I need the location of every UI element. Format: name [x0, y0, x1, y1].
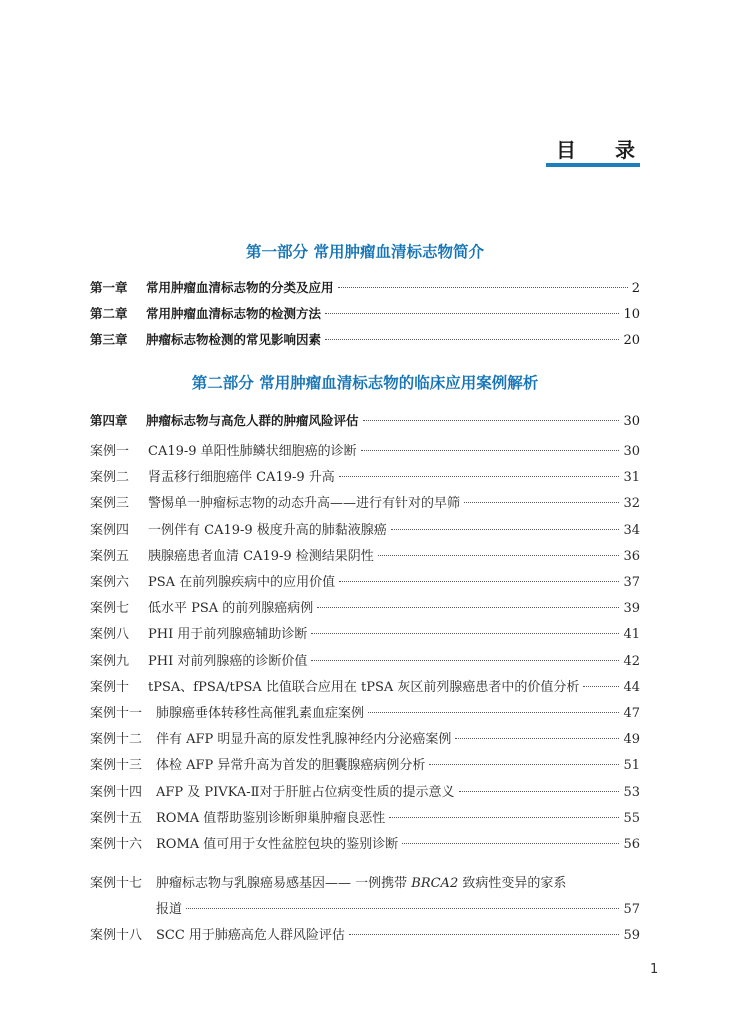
toc-row-chapter-3[interactable] [90, 329, 640, 351]
toc-row-case-17-cont[interactable] [90, 899, 640, 921]
dot-leader [464, 502, 619, 503]
dot-leader [378, 555, 620, 556]
case-label: 案例四 [90, 523, 130, 538]
case-page: 51 [623, 758, 640, 773]
dot-leader [368, 712, 619, 713]
dot-leader [402, 843, 619, 844]
chapter-label: 第三章 [90, 332, 128, 347]
case-label: 案例一 [90, 444, 130, 459]
case-label: 案例十五 [90, 811, 143, 826]
case-page: 44 [623, 680, 640, 695]
case-label: 案例十八 [90, 928, 143, 943]
case-page: 55 [623, 811, 640, 826]
toc-row-case-18[interactable] [90, 925, 640, 947]
case-label: 案例二 [90, 470, 130, 485]
case-title: PHI 对前列腺癌的诊断价值 [148, 654, 308, 669]
part2-heading: 第二部分 常用肿瘤血清标志物的临床应用案例解析 [191, 374, 539, 392]
toc-row-case-2[interactable] [90, 467, 640, 489]
case-title: 肺腺癌垂体转移性高催乳素血症案例 [156, 706, 365, 721]
case-title-part: 肿瘤标志物与乳腺癌易感基因—— 一例携带 [156, 876, 412, 891]
toc-row-chapter-1[interactable] [90, 277, 640, 299]
chapter-page: 10 [623, 307, 640, 322]
dot-leader [363, 420, 620, 421]
page-number: 1 [650, 962, 659, 977]
case-page: 34 [623, 523, 640, 538]
case-title: 低水平 PSA 的前列腺癌病例 [148, 601, 314, 616]
case-title: 一例伴有 CA19-9 极度升高的肺黏液腺癌 [148, 523, 387, 538]
chapter-page: 30 [623, 414, 640, 429]
case-label: 案例五 [90, 549, 130, 564]
case-title: CA19-9 单阳性肺鳞状细胞癌的诊断 [148, 444, 357, 459]
case-label: 案例十六 [90, 837, 143, 852]
toc-row-case-15[interactable] [90, 808, 640, 830]
toc-row-case-1[interactable] [90, 441, 640, 463]
case-title: AFP 及 PIVKA-Ⅱ对于肝脏占位病变性质的提示意义 [156, 785, 455, 800]
toc-row-case-5[interactable] [90, 546, 640, 568]
dot-leader [325, 313, 619, 314]
case-page: 53 [623, 785, 640, 800]
dot-leader [391, 529, 620, 530]
toc-row-chapter-2[interactable] [90, 303, 640, 325]
toc-row-case-9[interactable] [90, 651, 640, 673]
chapter-page: 2 [631, 281, 640, 296]
dot-leader [339, 581, 619, 582]
case-title-part: 致病性变异的家系 [458, 876, 567, 891]
case-label: 案例十七 [90, 876, 143, 891]
dot-leader [339, 476, 620, 477]
chapter-title: 肿瘤标志物检测的常见影响因素 [146, 332, 322, 347]
dot-leader [389, 817, 619, 818]
toc-row-case-17[interactable] [90, 873, 640, 895]
case-title: 伴有 AFP 明显升高的原发性乳腺神经内分泌癌案例 [156, 732, 452, 747]
toc-row-case-13[interactable] [90, 755, 640, 777]
toc-row-case-16[interactable] [90, 834, 640, 856]
dot-leader [317, 607, 619, 608]
toc-row-case-7[interactable] [90, 598, 640, 620]
case-title-continued: 报道 [156, 902, 183, 917]
toc-row-case-10[interactable] [90, 677, 640, 699]
case-title [156, 873, 566, 895]
toc-row-case-8[interactable] [90, 624, 640, 646]
toc-row-chapter-4[interactable] [90, 410, 640, 432]
toc-row-case-12[interactable] [90, 729, 640, 751]
case-title: PSA 在前列腺疾病中的应用价值 [148, 575, 336, 590]
chapter-label: 第一章 [90, 280, 128, 295]
dot-leader [429, 764, 619, 765]
case-label: 案例九 [90, 654, 130, 669]
case-page: 32 [623, 496, 640, 511]
dot-leader [311, 633, 619, 634]
part1-heading: 第一部分 常用肿瘤血清标志物简介 [246, 243, 484, 261]
dot-leader [325, 339, 619, 340]
chapter-page: 20 [623, 333, 640, 348]
case-page: 31 [623, 470, 640, 485]
case-label: 案例七 [90, 601, 130, 616]
toc-row-case-11[interactable] [90, 703, 640, 725]
case-title: 警惕单一肿瘤标志物的动态升高——进行有针对的早筛 [148, 496, 461, 511]
case-page: 37 [623, 575, 640, 590]
dot-leader [186, 908, 619, 909]
case-page: 39 [623, 601, 640, 616]
case-title: tPSA、fPSA/tPSA 比值联合应用在 tPSA 灰区前列腺癌患者中的价值分析 [148, 680, 580, 695]
case-page: 59 [623, 928, 640, 943]
toc-row-case-14[interactable] [90, 782, 640, 804]
dot-leader [455, 738, 619, 739]
case-title: 体检 AFP 异常升高为首发的胆囊腺癌病例分析 [156, 758, 426, 773]
case-label: 案例三 [90, 496, 130, 511]
case-title: 胰腺癌患者血清 CA19-9 检测结果阴性 [148, 549, 374, 564]
toc-row-case-3[interactable] [90, 493, 640, 515]
case-title: PHI 用于前列腺癌辅助诊断 [148, 627, 308, 642]
toc-row-case-6[interactable] [90, 572, 640, 594]
chapter-title: 常用肿瘤血清标志物的分类及应用 [146, 280, 334, 295]
dot-leader [583, 686, 619, 687]
case-title: 肾盂移行细胞癌伴 CA19-9 升高 [148, 470, 335, 485]
dot-leader [311, 660, 619, 661]
case-label: 案例十四 [90, 785, 143, 800]
case-label: 案例十 [90, 680, 130, 695]
chapter-label: 第二章 [90, 306, 128, 321]
chapter-label: 第四章 [90, 413, 128, 428]
case-title: ROMA 值帮助鉴别诊断卵巢肿瘤良恶性 [156, 811, 386, 826]
case-label: 案例十二 [90, 732, 143, 747]
case-page: 42 [623, 654, 640, 669]
page-title: 目 录 [556, 138, 651, 162]
dot-leader [459, 791, 620, 792]
case-page: 30 [623, 444, 640, 459]
case-page: 47 [623, 706, 640, 721]
dot-leader [361, 450, 620, 451]
case-title: ROMA 值可用于女性盆腔包块的鉴别诊断 [156, 837, 399, 852]
case-page: 36 [623, 549, 640, 564]
case-page: 41 [623, 627, 640, 642]
case-label: 案例十三 [90, 758, 143, 773]
chapter-title: 肿瘤标志物与高危人群的肿瘤风险评估 [146, 413, 359, 428]
case-page: 49 [623, 732, 640, 747]
case-page: 57 [623, 902, 640, 917]
case-title: SCC 用于肺癌高危人群风险评估 [156, 928, 345, 943]
toc-row-case-4[interactable] [90, 520, 640, 542]
title-underline [546, 163, 640, 167]
case-page: 56 [623, 837, 640, 852]
case-label: 案例十一 [90, 706, 143, 721]
dot-leader [349, 934, 620, 935]
dot-leader [338, 287, 628, 288]
chapter-title: 常用肿瘤血清标志物的检测方法 [146, 306, 322, 321]
case-label: 案例八 [90, 627, 130, 642]
case-label: 案例六 [90, 575, 130, 590]
gene-name: BRCA2 [411, 876, 459, 891]
